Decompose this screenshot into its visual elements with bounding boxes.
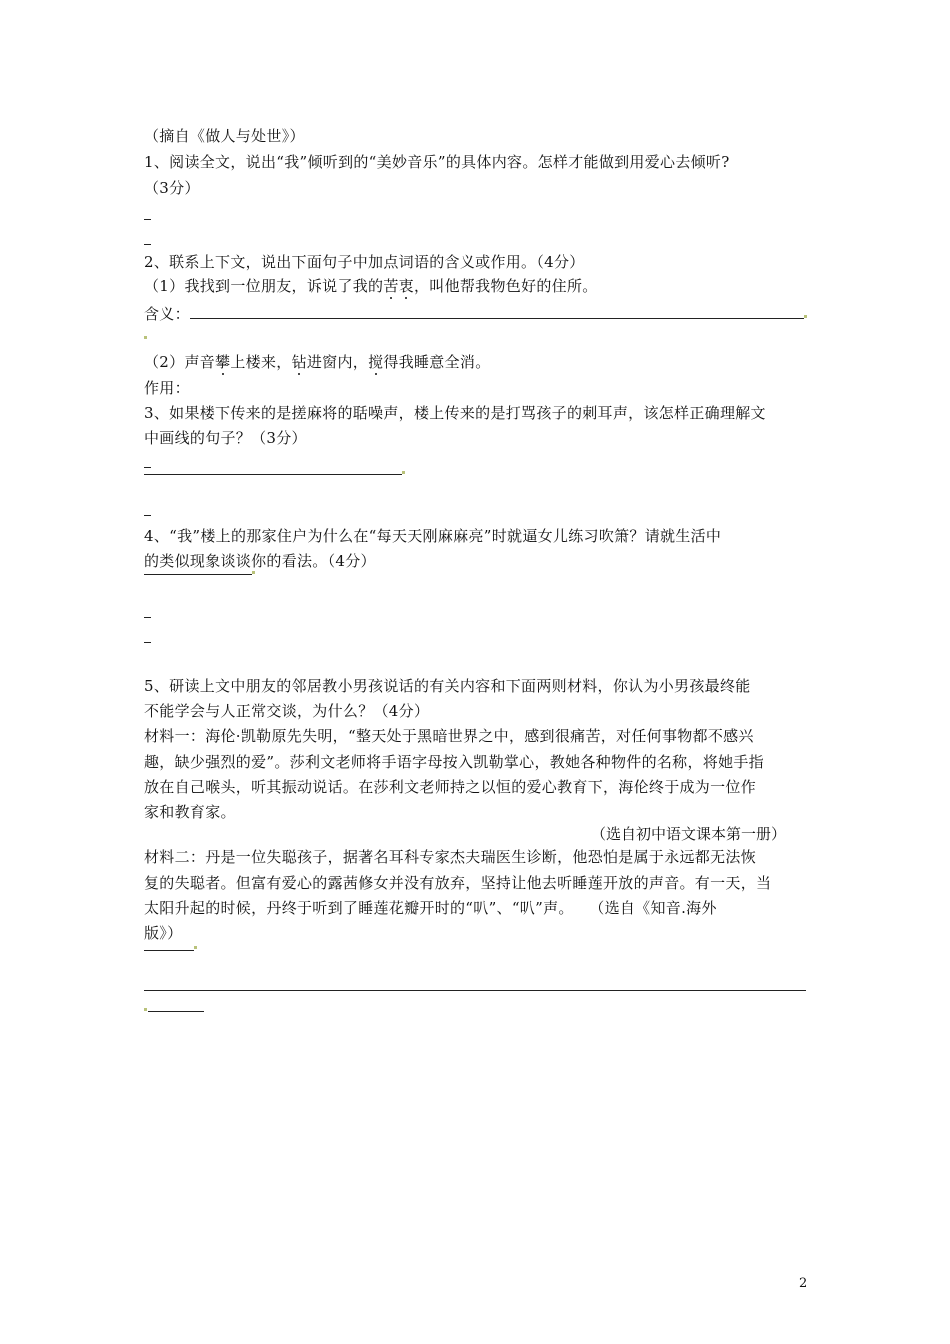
dotted-word: 搅 [368, 353, 384, 371]
dotted-word: 钻 [291, 353, 307, 371]
answer-line[interactable] [144, 990, 806, 991]
question-3-score: 中画线的句子？（3分） [144, 429, 307, 447]
material-1-line: 趣，缺少强烈的爱”。莎利文老师将手语字母按入凯勒掌心，教她各种物件的名称，将她手指 [144, 753, 764, 771]
green-mark [194, 946, 197, 949]
page-number: 2 [799, 1276, 808, 1291]
question-4-text: 4、“我”楼上的那家住户为什么在“每天天刚麻麻亮”时就逼女儿练习吹箫？请就生活中 [144, 527, 722, 545]
answer-line[interactable] [144, 244, 151, 245]
material-2-line: 复的失聪者。但富有爱心的露茜修女并没有放弃，坚持让他去听睡莲开放的声音。有一天，当 [144, 874, 772, 892]
answer-line[interactable] [144, 950, 194, 951]
material-2-line: 版》） [144, 924, 183, 942]
material-1-source: （选自初中语文课本第一册） [590, 825, 786, 843]
question-2-sentence-1: （1）我找到一位朋友，诉说了我的苦衷，叫他帮我物色好的住所。 [144, 277, 598, 295]
function-label: 作用： [144, 379, 190, 397]
question-5-text: 5、研读上文中朋友的邻居教小男孩说话的有关内容和下面两则材料，你认为小男孩最终能 [144, 677, 751, 695]
material-1-line: 放在自己喉头，听其振动说话。在莎利文老师持之以恒的爱心教育下，海伦终于成为一位作 [144, 778, 757, 796]
answer-line[interactable] [144, 219, 151, 220]
material-2-line: 材料二：丹是一位失聪孩子，据著名耳科专家杰夫瑞医生诊断，他恐怕是属于永远都无法恢 [144, 848, 757, 866]
green-mark [252, 571, 255, 574]
material-1-line: 材料一：海伦·凯勒原先失明，“整天处于黑暗世界之中，感到很痛苦，对任何事物都不感兴 [144, 727, 754, 745]
green-mark [144, 336, 147, 339]
dotted-word: 苦 [383, 277, 399, 295]
meaning-label: 含义： [144, 305, 190, 323]
source-note: （摘自《做人与处世》） [144, 127, 305, 145]
answer-line[interactable] [144, 617, 151, 618]
material-1-line: 家和教育家。 [144, 803, 236, 821]
answer-line[interactable] [144, 474, 402, 475]
green-mark [144, 1008, 147, 1011]
answer-line[interactable] [144, 642, 151, 643]
green-mark [804, 315, 807, 318]
material-2-line: 太阳升起的时候，丹终于听到了睡莲花瓣开时的“叭”、“叭”声。 （选自《知音.海外 [144, 899, 717, 917]
question-4-score: 的类似现象谈谈你的看法。（4分） [144, 552, 376, 570]
answer-line[interactable] [148, 1011, 204, 1012]
question-2-title: 2、联系上下文，说出下面句子中加点词语的含义或作用。（4分） [144, 253, 585, 271]
green-mark [402, 471, 405, 474]
underline-mark [144, 574, 252, 575]
answer-line[interactable] [144, 515, 151, 516]
answer-line[interactable] [144, 467, 151, 468]
meaning-answer-line[interactable] [190, 318, 804, 319]
question-3-text: 3、如果楼下传来的是搓麻将的聒噪声，楼上传来的是打骂孩子的刺耳声，该怎样正确理解文 [144, 404, 766, 422]
question-5-score: 不能学会与人正常交谈，为什么？（4分） [144, 702, 430, 720]
question-1-score: （3分） [144, 179, 200, 197]
dotted-word: 衷 [398, 277, 414, 295]
question-2-sentence-2: （2）声音攀上楼来，钻进窗内，搅得我睡意全消。 [144, 353, 491, 371]
dotted-word: 攀 [215, 353, 231, 371]
question-1-text: 1、阅读全文，说出“我”倾听到的“美妙音乐”的具体内容。怎样才能做到用爱心去倾听? [144, 153, 730, 171]
